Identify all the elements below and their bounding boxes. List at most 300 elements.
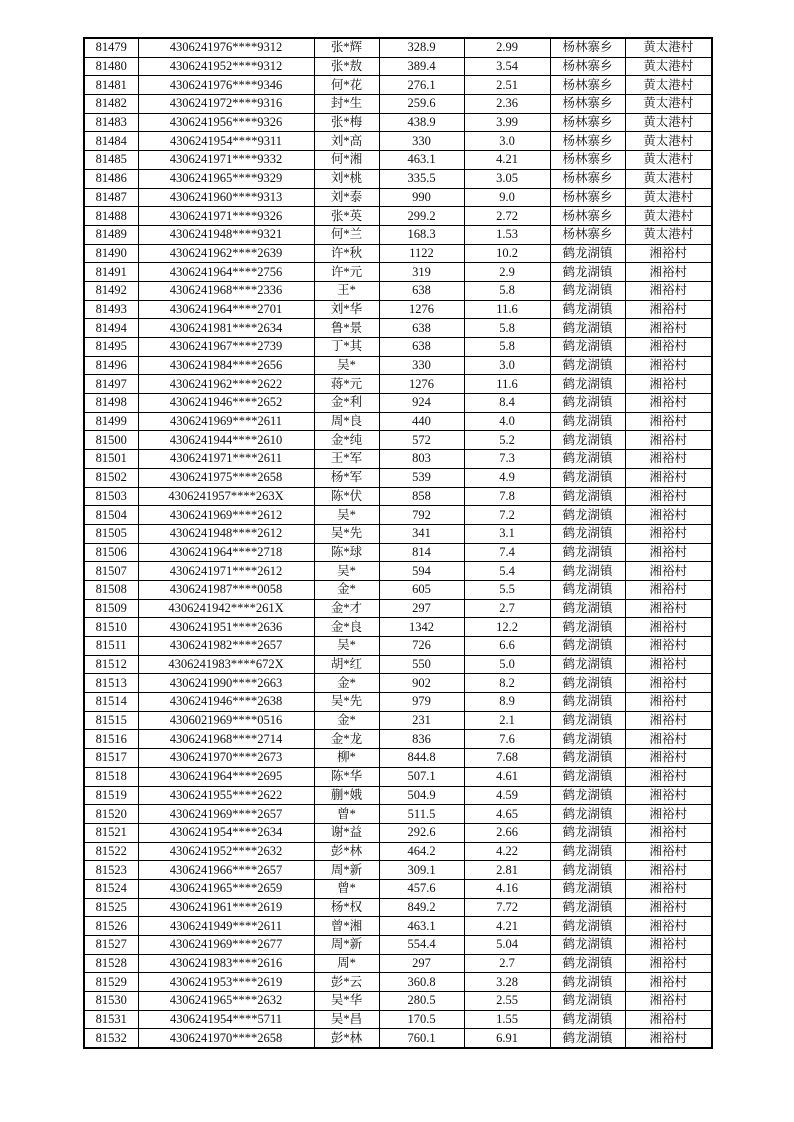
- id-number-cell: 4306241953****2619: [138, 973, 314, 992]
- area-cell: 9.0: [464, 188, 550, 207]
- table-row: [84, 524, 712, 543]
- village-cell: 黄太港村: [625, 225, 712, 244]
- area-cell: 7.6: [464, 730, 550, 749]
- amount-cell: 464.2: [379, 842, 464, 861]
- table-row: [84, 861, 712, 880]
- serial-number-cell: 81515: [84, 711, 138, 730]
- table-row: [84, 1010, 712, 1029]
- area-cell: 5.8: [464, 319, 550, 338]
- table-row: [84, 169, 712, 188]
- amount-cell: 438.9: [379, 113, 464, 132]
- amount-cell: 990: [379, 188, 464, 207]
- table-row: [84, 506, 712, 525]
- amount-cell: 276.1: [379, 76, 464, 95]
- table-row: [84, 38, 712, 57]
- serial-number-cell: 81501: [84, 450, 138, 469]
- township-cell: 杨林寨乡: [550, 95, 625, 114]
- id-number-cell: 4306241954****5711: [138, 1010, 314, 1029]
- id-number-cell: 4306241960****9313: [138, 188, 314, 207]
- amount-cell: 389.4: [379, 57, 464, 76]
- id-number-cell: 4306241984****2656: [138, 356, 314, 375]
- serial-number-cell: 81525: [84, 898, 138, 917]
- village-cell: 湘裕村: [625, 879, 712, 898]
- village-cell: 湘裕村: [625, 263, 712, 282]
- name-cell: 金*良: [314, 618, 379, 637]
- amount-cell: 792: [379, 506, 464, 525]
- serial-number-cell: 81511: [84, 637, 138, 656]
- township-cell: 鹤龙湖镇: [550, 487, 625, 506]
- amount-cell: 814: [379, 543, 464, 562]
- township-cell: 鹤龙湖镇: [550, 936, 625, 955]
- amount-cell: 803: [379, 450, 464, 469]
- area-cell: 2.7: [464, 599, 550, 618]
- village-cell: 湘裕村: [625, 338, 712, 357]
- serial-number-cell: 81484: [84, 132, 138, 151]
- township-cell: 鹤龙湖镇: [550, 823, 625, 842]
- area-cell: 2.55: [464, 992, 550, 1011]
- village-cell: 湘裕村: [625, 412, 712, 431]
- village-cell: 湘裕村: [625, 805, 712, 824]
- serial-number-cell: 81499: [84, 412, 138, 431]
- township-cell: 鹤龙湖镇: [550, 842, 625, 861]
- table-row: [84, 76, 712, 95]
- amount-cell: 504.9: [379, 786, 464, 805]
- area-cell: 2.81: [464, 861, 550, 880]
- name-cell: 何*花: [314, 76, 379, 95]
- serial-number-cell: 81526: [84, 917, 138, 936]
- township-cell: 鹤龙湖镇: [550, 412, 625, 431]
- township-cell: 杨林寨乡: [550, 225, 625, 244]
- table-row: [84, 188, 712, 207]
- area-cell: 2.1: [464, 711, 550, 730]
- table-row: [84, 805, 712, 824]
- name-cell: 张*敖: [314, 57, 379, 76]
- id-number-cell: 4306241969****2611: [138, 412, 314, 431]
- name-cell: 许*元: [314, 263, 379, 282]
- village-cell: 湘裕村: [625, 786, 712, 805]
- id-number-cell: 4306241972****9316: [138, 95, 314, 114]
- name-cell: 周*新: [314, 936, 379, 955]
- table-row: [84, 580, 712, 599]
- name-cell: 金*利: [314, 394, 379, 413]
- area-cell: 2.9: [464, 263, 550, 282]
- village-cell: 湘裕村: [625, 450, 712, 469]
- township-cell: 鹤龙湖镇: [550, 263, 625, 282]
- table-row: [84, 973, 712, 992]
- table-row: [84, 767, 712, 786]
- serial-number-cell: 81507: [84, 562, 138, 581]
- serial-number-cell: 81508: [84, 580, 138, 599]
- serial-number-cell: 81521: [84, 823, 138, 842]
- amount-cell: 1342: [379, 618, 464, 637]
- amount-cell: 309.1: [379, 861, 464, 880]
- serial-number-cell: 81489: [84, 225, 138, 244]
- id-number-cell: 4306241962****2639: [138, 244, 314, 263]
- serial-number-cell: 81509: [84, 599, 138, 618]
- table-row: [84, 338, 712, 357]
- township-cell: 鹤龙湖镇: [550, 506, 625, 525]
- name-cell: 蒯*娥: [314, 786, 379, 805]
- table-row: [84, 936, 712, 955]
- id-number-cell: 4306241961****2619: [138, 898, 314, 917]
- area-cell: 8.4: [464, 394, 550, 413]
- name-cell: 柳*: [314, 749, 379, 768]
- id-number-cell: 4306241948****2612: [138, 524, 314, 543]
- village-cell: 湘裕村: [625, 543, 712, 562]
- amount-cell: 902: [379, 674, 464, 693]
- village-cell: 湘裕村: [625, 637, 712, 656]
- serial-number-cell: 81493: [84, 300, 138, 319]
- area-cell: 1.53: [464, 225, 550, 244]
- id-number-cell: 4306241965****2659: [138, 879, 314, 898]
- township-cell: 鹤龙湖镇: [550, 954, 625, 973]
- serial-number-cell: 81518: [84, 767, 138, 786]
- village-cell: 湘裕村: [625, 300, 712, 319]
- area-cell: 5.8: [464, 338, 550, 357]
- id-number-cell: 4306241968****2336: [138, 281, 314, 300]
- id-number-cell: 4306241969****2677: [138, 936, 314, 955]
- area-cell: 7.3: [464, 450, 550, 469]
- id-number-cell: 4306241987****0058: [138, 580, 314, 599]
- serial-number-cell: 81480: [84, 57, 138, 76]
- village-cell: 湘裕村: [625, 898, 712, 917]
- table-row: [84, 412, 712, 431]
- name-cell: 张*梅: [314, 113, 379, 132]
- township-cell: 鹤龙湖镇: [550, 711, 625, 730]
- village-cell: 湘裕村: [625, 711, 712, 730]
- table-row: [84, 749, 712, 768]
- serial-number-cell: 81522: [84, 842, 138, 861]
- id-number-cell: 4306241949****2611: [138, 917, 314, 936]
- name-cell: 吴*: [314, 506, 379, 525]
- village-cell: 湘裕村: [625, 394, 712, 413]
- township-cell: 鹤龙湖镇: [550, 861, 625, 880]
- village-cell: 湘裕村: [625, 749, 712, 768]
- township-cell: 鹤龙湖镇: [550, 917, 625, 936]
- township-cell: 鹤龙湖镇: [550, 244, 625, 263]
- amount-cell: 328.9: [379, 38, 464, 57]
- amount-cell: 231: [379, 711, 464, 730]
- amount-cell: 341: [379, 524, 464, 543]
- township-cell: 鹤龙湖镇: [550, 992, 625, 1011]
- name-cell: 金*: [314, 580, 379, 599]
- name-cell: 杨*军: [314, 468, 379, 487]
- serial-number-cell: 81514: [84, 693, 138, 712]
- area-cell: 7.68: [464, 749, 550, 768]
- village-cell: 湘裕村: [625, 917, 712, 936]
- area-cell: 7.8: [464, 487, 550, 506]
- id-number-cell: 4306241983****672X: [138, 655, 314, 674]
- area-cell: 3.05: [464, 169, 550, 188]
- table-row: [84, 281, 712, 300]
- name-cell: 金*才: [314, 599, 379, 618]
- area-cell: 4.21: [464, 917, 550, 936]
- name-cell: 何*湘: [314, 151, 379, 170]
- area-cell: 3.0: [464, 356, 550, 375]
- area-cell: 10.2: [464, 244, 550, 263]
- township-cell: 鹤龙湖镇: [550, 375, 625, 394]
- amount-cell: 836: [379, 730, 464, 749]
- area-cell: 4.0: [464, 412, 550, 431]
- amount-cell: 572: [379, 431, 464, 450]
- id-number-cell: 4306241954****2634: [138, 823, 314, 842]
- village-cell: 湘裕村: [625, 973, 712, 992]
- amount-cell: 726: [379, 637, 464, 656]
- serial-number-cell: 81519: [84, 786, 138, 805]
- id-number-cell: 4306241971****2611: [138, 450, 314, 469]
- amount-cell: 330: [379, 132, 464, 151]
- serial-number-cell: 81513: [84, 674, 138, 693]
- serial-number-cell: 81491: [84, 263, 138, 282]
- id-number-cell: 4306241968****2714: [138, 730, 314, 749]
- township-cell: 鹤龙湖镇: [550, 599, 625, 618]
- table-row: [84, 450, 712, 469]
- table-row: [84, 1029, 712, 1048]
- name-cell: 封*生: [314, 95, 379, 114]
- id-number-cell: 4306241971****9332: [138, 151, 314, 170]
- village-cell: 湘裕村: [625, 618, 712, 637]
- name-cell: 周*良: [314, 412, 379, 431]
- village-cell: 湘裕村: [625, 431, 712, 450]
- village-cell: 湘裕村: [625, 1029, 712, 1048]
- table-row: [84, 207, 712, 226]
- name-cell: 吴*: [314, 356, 379, 375]
- serial-number-cell: 81495: [84, 338, 138, 357]
- township-cell: 鹤龙湖镇: [550, 562, 625, 581]
- amount-cell: 299.2: [379, 207, 464, 226]
- serial-number-cell: 81486: [84, 169, 138, 188]
- village-cell: 黄太港村: [625, 151, 712, 170]
- name-cell: 王*军: [314, 450, 379, 469]
- township-cell: 鹤龙湖镇: [550, 693, 625, 712]
- name-cell: 曾*: [314, 805, 379, 824]
- amount-cell: 330: [379, 356, 464, 375]
- id-number-cell: 4306241948****9321: [138, 225, 314, 244]
- township-cell: 鹤龙湖镇: [550, 767, 625, 786]
- village-cell: 湘裕村: [625, 375, 712, 394]
- id-number-cell: 4306241952****2632: [138, 842, 314, 861]
- township-cell: 杨林寨乡: [550, 113, 625, 132]
- village-cell: 湘裕村: [625, 1010, 712, 1029]
- township-cell: 杨林寨乡: [550, 76, 625, 95]
- area-cell: 8.9: [464, 693, 550, 712]
- village-cell: 湘裕村: [625, 954, 712, 973]
- village-cell: 黄太港村: [625, 38, 712, 57]
- table-row: [84, 917, 712, 936]
- name-cell: 彭*云: [314, 973, 379, 992]
- id-number-cell: 4306241965****2632: [138, 992, 314, 1011]
- area-cell: 6.6: [464, 637, 550, 656]
- area-cell: 3.28: [464, 973, 550, 992]
- township-cell: 鹤龙湖镇: [550, 786, 625, 805]
- id-number-cell: 4306241942****261X: [138, 599, 314, 618]
- table-row: [84, 244, 712, 263]
- serial-number-cell: 81516: [84, 730, 138, 749]
- name-cell: 吴*华: [314, 992, 379, 1011]
- township-cell: 杨林寨乡: [550, 207, 625, 226]
- serial-number-cell: 81512: [84, 655, 138, 674]
- name-cell: 许*秋: [314, 244, 379, 263]
- name-cell: 金*: [314, 674, 379, 693]
- village-cell: 湘裕村: [625, 730, 712, 749]
- table-row: [84, 319, 712, 338]
- amount-cell: 297: [379, 954, 464, 973]
- area-cell: 4.9: [464, 468, 550, 487]
- area-cell: 11.6: [464, 375, 550, 394]
- area-cell: 2.7: [464, 954, 550, 973]
- township-cell: 鹤龙湖镇: [550, 580, 625, 599]
- serial-number-cell: 81517: [84, 749, 138, 768]
- name-cell: 金*: [314, 711, 379, 730]
- records-table: [83, 37, 713, 1049]
- table-row: [84, 95, 712, 114]
- amount-cell: 605: [379, 580, 464, 599]
- village-cell: 黄太港村: [625, 188, 712, 207]
- township-cell: 鹤龙湖镇: [550, 805, 625, 824]
- area-cell: 2.36: [464, 95, 550, 114]
- id-number-cell: 4306241982****2657: [138, 637, 314, 656]
- table-row: [84, 693, 712, 712]
- name-cell: 彭*林: [314, 842, 379, 861]
- village-cell: 湘裕村: [625, 562, 712, 581]
- table-row: [84, 637, 712, 656]
- table-row: [84, 655, 712, 674]
- amount-cell: 335.5: [379, 169, 464, 188]
- table-row: [84, 57, 712, 76]
- village-cell: 湘裕村: [625, 580, 712, 599]
- area-cell: 2.72: [464, 207, 550, 226]
- id-number-cell: 4306241976****9346: [138, 76, 314, 95]
- village-cell: 湘裕村: [625, 693, 712, 712]
- area-cell: 5.4: [464, 562, 550, 581]
- township-cell: 鹤龙湖镇: [550, 1010, 625, 1029]
- serial-number-cell: 81500: [84, 431, 138, 450]
- village-cell: 湘裕村: [625, 487, 712, 506]
- township-cell: 鹤龙湖镇: [550, 281, 625, 300]
- area-cell: 3.1: [464, 524, 550, 543]
- id-number-cell: 4306241964****2695: [138, 767, 314, 786]
- township-cell: 鹤龙湖镇: [550, 319, 625, 338]
- serial-number-cell: 81506: [84, 543, 138, 562]
- name-cell: 吴*先: [314, 524, 379, 543]
- township-cell: 鹤龙湖镇: [550, 655, 625, 674]
- area-cell: 3.0: [464, 132, 550, 151]
- amount-cell: 259.6: [379, 95, 464, 114]
- id-number-cell: 4306241970****2658: [138, 1029, 314, 1048]
- amount-cell: 280.5: [379, 992, 464, 1011]
- id-number-cell: 4306241967****2739: [138, 338, 314, 357]
- village-cell: 湘裕村: [625, 823, 712, 842]
- table-row: [84, 468, 712, 487]
- table-row: [84, 879, 712, 898]
- village-cell: 湘裕村: [625, 861, 712, 880]
- village-cell: 湘裕村: [625, 767, 712, 786]
- serial-number-cell: 81498: [84, 394, 138, 413]
- table-row: [84, 618, 712, 637]
- table-row: [84, 786, 712, 805]
- amount-cell: 844.8: [379, 749, 464, 768]
- township-cell: 鹤龙湖镇: [550, 898, 625, 917]
- township-cell: 鹤龙湖镇: [550, 973, 625, 992]
- name-cell: 彭*林: [314, 1029, 379, 1048]
- area-cell: 2.51: [464, 76, 550, 95]
- village-cell: 湘裕村: [625, 281, 712, 300]
- village-cell: 黄太港村: [625, 95, 712, 114]
- serial-number-cell: 81487: [84, 188, 138, 207]
- amount-cell: 638: [379, 281, 464, 300]
- id-number-cell: 4306241964****2756: [138, 263, 314, 282]
- id-number-cell: 4306241956****9326: [138, 113, 314, 132]
- village-cell: 湘裕村: [625, 655, 712, 674]
- table-row: [84, 823, 712, 842]
- serial-number-cell: 81483: [84, 113, 138, 132]
- township-cell: 鹤龙湖镇: [550, 1029, 625, 1048]
- name-cell: 张*英: [314, 207, 379, 226]
- serial-number-cell: 81505: [84, 524, 138, 543]
- area-cell: 12.2: [464, 618, 550, 637]
- name-cell: 杨*权: [314, 898, 379, 917]
- township-cell: 鹤龙湖镇: [550, 543, 625, 562]
- name-cell: 陈*球: [314, 543, 379, 562]
- township-cell: 鹤龙湖镇: [550, 618, 625, 637]
- id-number-cell: 4306241962****2622: [138, 375, 314, 394]
- area-cell: 7.2: [464, 506, 550, 525]
- amount-cell: 507.1: [379, 767, 464, 786]
- name-cell: 刘*高: [314, 132, 379, 151]
- id-number-cell: 4306241952****9312: [138, 57, 314, 76]
- village-cell: 湘裕村: [625, 468, 712, 487]
- township-cell: 杨林寨乡: [550, 169, 625, 188]
- name-cell: 刘*华: [314, 300, 379, 319]
- table-row: [84, 394, 712, 413]
- id-number-cell: 4306241965****9329: [138, 169, 314, 188]
- amount-cell: 511.5: [379, 805, 464, 824]
- name-cell: 周*: [314, 954, 379, 973]
- township-cell: 鹤龙湖镇: [550, 730, 625, 749]
- township-cell: 鹤龙湖镇: [550, 431, 625, 450]
- id-number-cell: 4306241964****2701: [138, 300, 314, 319]
- township-cell: 鹤龙湖镇: [550, 674, 625, 693]
- village-cell: 湘裕村: [625, 319, 712, 338]
- area-cell: 3.99: [464, 113, 550, 132]
- township-cell: 鹤龙湖镇: [550, 524, 625, 543]
- village-cell: 湘裕村: [625, 506, 712, 525]
- serial-number-cell: 81524: [84, 879, 138, 898]
- village-cell: 黄太港村: [625, 113, 712, 132]
- name-cell: 曾*湘: [314, 917, 379, 936]
- area-cell: 7.4: [464, 543, 550, 562]
- serial-number-cell: 81531: [84, 1010, 138, 1029]
- village-cell: 黄太港村: [625, 207, 712, 226]
- table-row: [84, 711, 712, 730]
- area-cell: 4.22: [464, 842, 550, 861]
- township-cell: 鹤龙湖镇: [550, 394, 625, 413]
- village-cell: 湘裕村: [625, 356, 712, 375]
- table-row: [84, 674, 712, 693]
- name-cell: 蒋*元: [314, 375, 379, 394]
- id-number-cell: 4306241964****2718: [138, 543, 314, 562]
- table-row: [84, 263, 712, 282]
- amount-cell: 1276: [379, 300, 464, 319]
- serial-number-cell: 81510: [84, 618, 138, 637]
- name-cell: 金*纯: [314, 431, 379, 450]
- serial-number-cell: 81523: [84, 861, 138, 880]
- village-cell: 湘裕村: [625, 524, 712, 543]
- name-cell: 吴*: [314, 637, 379, 656]
- id-number-cell: 4306241971****9326: [138, 207, 314, 226]
- area-cell: 4.65: [464, 805, 550, 824]
- serial-number-cell: 81504: [84, 506, 138, 525]
